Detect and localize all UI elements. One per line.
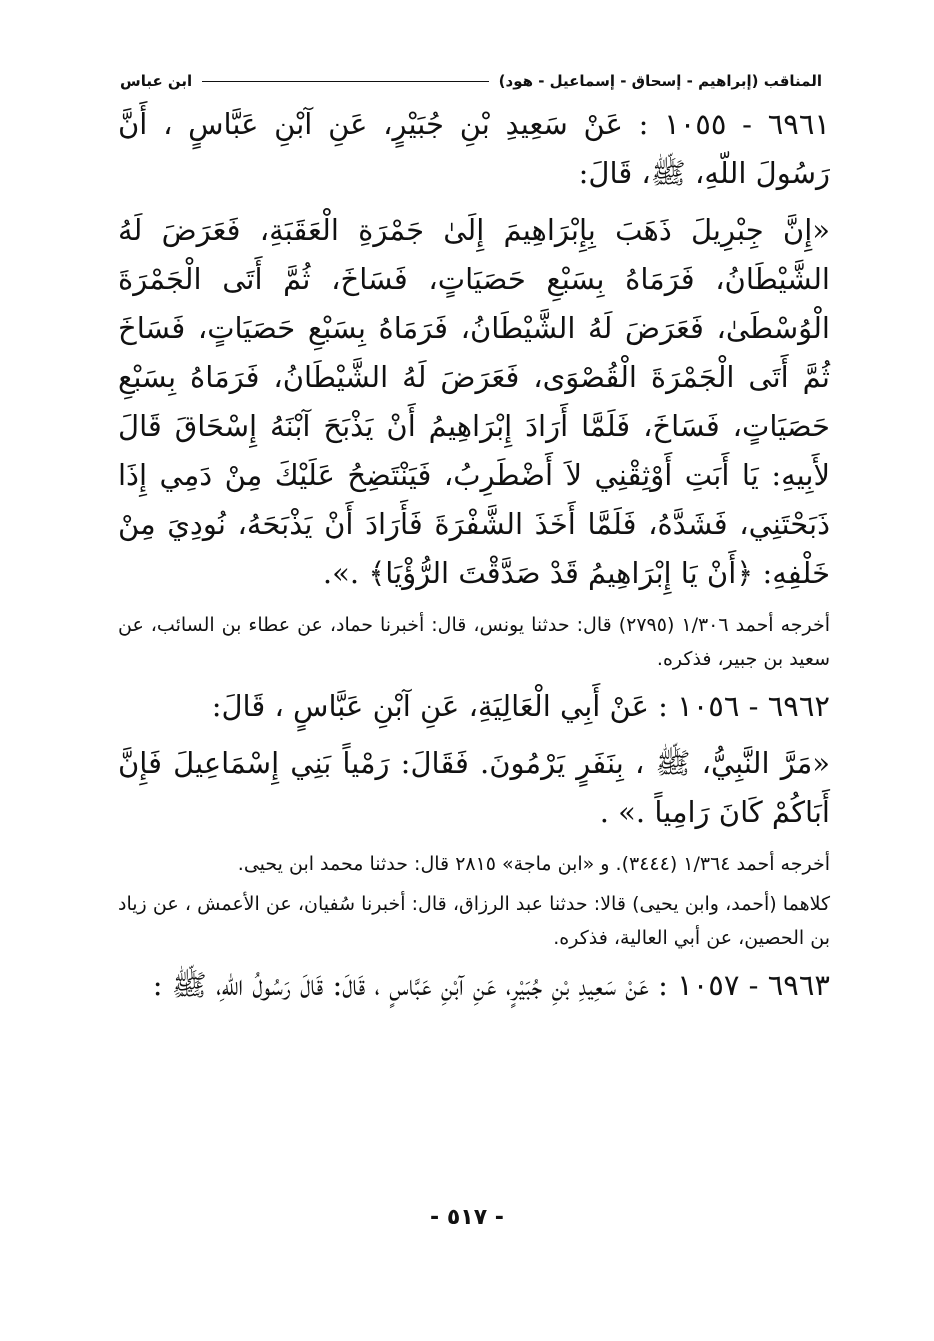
header-rule [202,81,488,82]
takhrij-6961: أخرجه أحمد ١/٣٠٦ (٢٧٩٥) قال: حدثنا يونس، قال: أخبرنا حماد، عن عطاء بن السائب، عن سعيد بن جبير، فذكره. [118,614,831,670]
chapter-title: المناقب (إبراهيم - إسحاق - إسماعيل - هود) [498,72,822,90]
hadith-6962-text: «مَرَّ النَّبِيُّ، ﷺ ، بِنَفَرٍ يَرْمُونَ. فَقَالَ: رَمْياً بَنِي إِسْمَاعِيلَ فَإِنَّ أَبَاكُمْ كَانَ رَامِياً .» . [118,746,830,829]
hadith-6961-intro: ٦٩٦١ - ١٠٥٥ : عَنْ سَعِيدِ بْنِ جُبَيْرٍ، عَنِ آبْنِ عَبَّاسٍ ، أَنَّ رَسُولَ اللّهِ، ﷺ، قَالَ: [118,107,830,190]
page-content [118,100,830,1010]
takhrij-6962-a: أخرجه أحمد ١/٣٦٤ (٣٤٤٤). و «ابن ماجة» ٢٨١٥ قال: حدثنا محمد ابن يحيى. [237,853,830,875]
takhrij-6962-b: كلاهما (أحمد، وابن يحيى) قالا: حدثنا عبد الرزاق، قال: أخبرنا سُفيان، عن الأعمش ، عن زياد بن الحصين، عن أبي العالية، فذكره. [118,893,830,949]
page-number: - ٥١٧ - [430,1205,504,1230]
running-header [120,68,822,94]
hadith-6962-intro: ٦٩٦٢ - ١٠٥٦ : عَنْ أَبِي الْعَالِيَةِ، عَنِ آبْنِ عَبَّاسٍ ، قَالَ: [211,689,830,723]
hadith-6963-intro: ٦٩٦٣ - ١٠٥٧ : عَنْ سَعِيدِ بْنِ جُبَيْرٍ، عَنِ آبْنِ عَبَّاسٍ ، قَالَ: قَالَ رَسُولُ اللّهِ، ﷺ : [152,968,830,1002]
hadith-6961-text: «إِنَّ جِبْرِيلَ ذَهَبَ بِإِبْرَاهِيمَ إِلَىٰ جَمْرَةِ الْعَقَبَةِ، فَعَرَضَ لَهُ الشَّيْطَانُ، فَرَمَاهُ بِسَبْعِ حَصَيَاتٍ، فَسَاخَ، ثُمَّ أَتَى الْجَمْرَةَ الْوُسْطَىٰ، فَعَرَضَ لَهُ الشَّيْطَانُ، فَرَمَاهُ بِسَبْعِ حَصَيَاتٍ، فَسَاخَ ثُمَّ أَتَى الْجَمْرَةَ الْقُصْوَى، فَعَرَضَ لَهُ الشَّيْطَانُ، فَرَمَاهُ بِسَبْعِ حَصَيَاتٍ، فَسَاخَ، فَلَمَّا أَرَادَ إِبْرَاهِيمُ أَنْ يَذْبَحَ آبْنَهُ إِسْحَاقَ قَالَ لأَبِيهِ: يَا أَبَتِ أَوْثِقْنِي لاَ أَضْطَرِبُ، فَيَنْتَضِحُ عَلَيْكَ مِنْ دَمِي إِذَا ذَبَحْتَنِي، فَشَدَّهُ، فَلَمَّا أَخَذَ الشَّفْرَةَ فَأَرَادَ أَنْ يَذْبَحَهُ، نُودِيَ مِنْ خَلْفِهِ: ﴿أَنْ يَا إِبْرَاهِيمُ قَدْ صَدَّقْتَ الرُّؤْيَا﴾ .». [118,213,830,590]
companion-name: ابن عباس [120,72,193,90]
